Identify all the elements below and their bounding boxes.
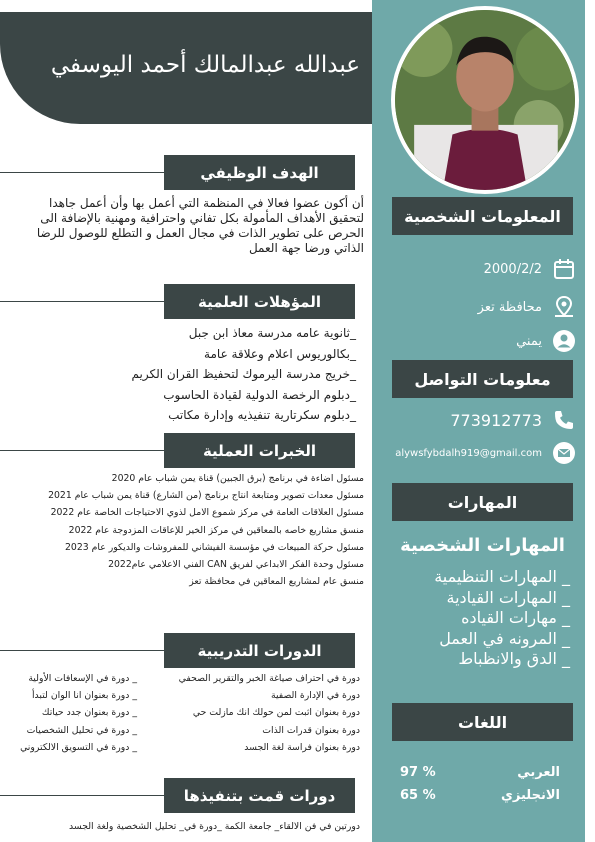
phone-value[interactable]: 773912773 [450, 410, 542, 430]
training-item: دورة بعنوان قدرات الذات [262, 724, 360, 736]
location-row [392, 293, 576, 321]
profile-photo [391, 6, 579, 194]
languages-heading: اللغات [392, 703, 573, 741]
qualification-item: _دبلوم سكرتارية تنفيذيه وإدارة مكاتب [168, 408, 356, 422]
birth-date-row [392, 255, 576, 283]
qualification-item: _ثانوية عامه مدرسة معاذ ابن جبل [188, 326, 356, 340]
skills-heading: المهارات [392, 483, 573, 521]
person-name: عبدالله عبدالمالك أحمد اليوسفي [50, 52, 360, 78]
language-name: الانجليزي [500, 787, 560, 803]
section-divider [0, 795, 164, 796]
personal-skills-title: المهارات الشخصية [400, 535, 565, 556]
email-row [392, 439, 576, 467]
skill-item: _ المهارات التنظيمية [434, 567, 570, 586]
envelope-icon [552, 441, 576, 465]
nationality-value: يمني [516, 333, 542, 349]
skill-item: _ مهارات القياده [461, 608, 570, 627]
training-item: _ دورة في التسويق الالكتروني [20, 741, 137, 753]
location-value: محافظة تعز [477, 299, 542, 315]
training-item: _ دورة في الإسعافات الأولية [28, 673, 137, 684]
skill-item: _ الدق والانظباط [458, 649, 570, 668]
language-name: العربي [517, 764, 560, 780]
experience-list [0, 470, 364, 590]
training-item: دورة في الإدارة الصفية [271, 690, 360, 702]
experience-item: منسق مشاريع خاصه بالمعاقين في مركز الخير للإعاقات المزدوجة عام 2022 [68, 524, 364, 536]
nationality-row [392, 327, 576, 355]
language-level: 97 % [400, 764, 436, 780]
training-item: دورة بعنوان اثبت لمن حولك انك مازلت حي [192, 707, 360, 719]
training-item: دورة بعنوان فراسة لغة الجسد [244, 741, 360, 753]
phone-icon [552, 408, 576, 432]
qualifications-list [40, 323, 356, 426]
experience-item: مسئول اضاءة في برنامج (برق الجبين) قناة يمن شباب عام 2020 [111, 473, 364, 484]
training-item: _ دورة بعنوان جدد حياتك [41, 707, 137, 719]
training-list-right [150, 670, 360, 756]
language-row [400, 785, 560, 805]
training-item: _ دورة في تحليل الشخصيات [26, 724, 137, 736]
qualification-item: _خريج مدرسة اليرموك لتحفيظ القران الكريم [131, 367, 356, 381]
skills-list [392, 567, 570, 670]
goal-heading: الهدف الوظيفي [164, 155, 355, 190]
language-level: 65 % [400, 787, 436, 803]
training-list-left [0, 670, 137, 756]
experience-item: مسئول معدات تصوير ومتابعة انتاج برنامج (من الشارع) قناة يمن شباب عام 2021 [48, 490, 364, 502]
training-heading: الدورات التدريبية [164, 633, 355, 668]
experience-heading: الخبرات العملية [164, 433, 355, 468]
contact-info-heading: معلومات التواصل [392, 360, 573, 398]
implemented-heading: دورات قمت بتنفيذها [164, 778, 355, 813]
goal-text: أن أكون عضوا فعالا في المنظمة التي أعمل بها وأن أعمل جاهدا لتحقيق الأهداف المأمولة بكل تفاني واحترافية ومهنية بالإضافة الى الحرص على تطوير الذات في مجال العمل و التطلع للوصول للرضا الذاتي ورضا جهة العمل [36, 196, 364, 255]
section-divider [0, 172, 164, 173]
phone-row [392, 406, 576, 434]
experience-item: مسئول العلاقات العامة في مركز شموع الامل لذوي الاحتياجات الخاصة عام 2022 [50, 507, 364, 519]
qualifications-heading: المؤهلات العلمية [164, 284, 355, 319]
skill-item: _ المرونه في العمل [439, 628, 570, 648]
qualification-item: _بكالوريوس اعلام وعلاقة عامة [204, 346, 356, 361]
calendar-icon [552, 257, 576, 281]
profile-photo-image [395, 10, 575, 190]
experience-item: منسق عام لمشاريع المعاقين في محافظة تعز [189, 576, 364, 588]
section-divider [0, 650, 164, 651]
email-value[interactable]: alywsfybdalh919@gmail.com [395, 447, 542, 459]
person-icon [552, 329, 576, 353]
training-item: _ دورة بعنوان انا الوان لتبدأ [31, 690, 137, 702]
section-divider [0, 450, 164, 451]
training-item: دورة في احتراف صياغة الخبر والتقرير الصحفي [178, 673, 360, 684]
personal-info-heading: المعلومات الشخصية [392, 197, 573, 235]
implemented-text: دورتين في فن الالقاء_ جامعة الكمة _دورة في_ تحليل الشخصية ولغة الجسد [69, 821, 360, 832]
location-pin-icon [552, 295, 576, 319]
qualification-item: _دبلوم الرخصة الدولية لقيادة الحاسوب [163, 387, 356, 402]
experience-item: مسئول حركة المبيعات في مؤسسة الفيشاني للمفروشات والديكور عام 2023 [64, 541, 364, 553]
language-row [400, 762, 560, 782]
experience-item: مسئول وحدة الفكر الابداعي لفريق CAN الفني الاعلامي عام2022 [108, 559, 364, 571]
birth-date-value: 2000/2/2 [483, 261, 542, 277]
skill-item: _ المهارات القيادية [446, 587, 570, 607]
section-divider [0, 301, 164, 302]
